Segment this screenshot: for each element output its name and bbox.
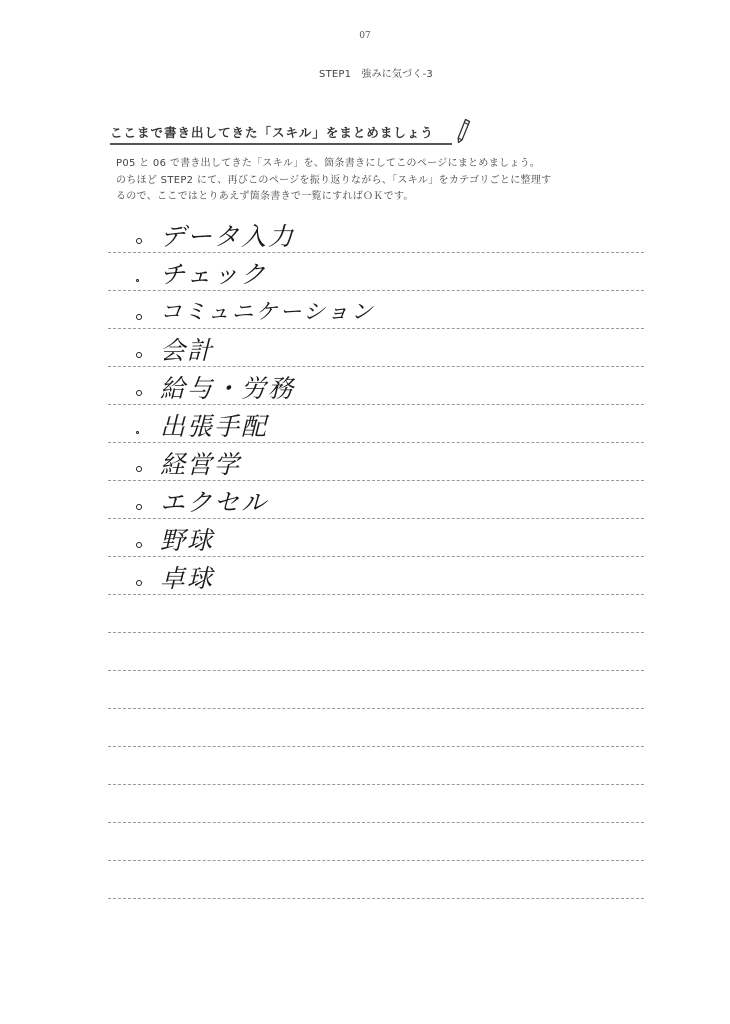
instruction-line: るので、ここではとりあえず箇条書きで一覧にすればＯＫです。 [116, 191, 414, 202]
bullet-icon [136, 314, 142, 320]
section-title-underline [110, 143, 452, 145]
bullet-icon [136, 466, 142, 472]
ruled-line [108, 480, 644, 481]
ruled-line [108, 746, 644, 747]
page-number: 07 [359, 31, 371, 41]
ruled-line [108, 670, 644, 671]
ruled-line [108, 632, 644, 633]
bullet-icon [136, 580, 142, 586]
skill-entry [136, 370, 295, 404]
skill-text: コミュニケーション [160, 300, 375, 325]
ruled-line [108, 518, 644, 519]
bullet-icon [136, 542, 142, 548]
skill-entry [136, 408, 268, 442]
ruled-line [108, 822, 644, 823]
bullet-icon [136, 390, 142, 396]
step-header: STEP1 強みに気づく-3 [319, 69, 433, 80]
ruled-line [108, 784, 644, 785]
skill-entry [136, 560, 214, 594]
ruled-line [108, 442, 644, 443]
skill-entry [136, 218, 295, 252]
ruled-line [108, 860, 644, 861]
skill-entry [136, 332, 214, 366]
pencil-icon [455, 118, 471, 144]
skill-text: 経営学 [160, 450, 242, 479]
skill-text: 給与・労務 [160, 374, 296, 403]
ruled-line [108, 290, 644, 291]
ruled-line [108, 898, 644, 899]
skill-text: 出張手配 [160, 412, 269, 441]
ruled-line [108, 708, 644, 709]
skill-text: チェック [160, 260, 268, 289]
ruled-line [108, 328, 644, 329]
bullet-icon [136, 238, 142, 244]
skill-text: データ入力 [160, 222, 296, 251]
bullet-icon [136, 504, 142, 510]
skill-text: 野球 [160, 526, 215, 555]
bullet-icon [136, 431, 139, 434]
instruction-line: P05 と 06 で書き出してきた「スキル」を、箇条書きにしてこのページにまとめましょう。 [116, 158, 541, 169]
instructions [116, 156, 676, 206]
skill-entry [136, 256, 267, 290]
skill-entry [136, 294, 375, 328]
ruled-line [108, 404, 644, 405]
skill-text: 会計 [160, 336, 215, 365]
skill-entry [136, 522, 214, 556]
skill-text: エクセル [160, 488, 269, 517]
skill-entry [136, 446, 241, 480]
ruled-line [108, 366, 644, 367]
bullet-icon [136, 279, 139, 282]
instruction-line: のちほど STEP2 にて、再びこのページを振り返りながら、「スキル」をカテゴリごとに整理す [116, 174, 552, 186]
skill-entry [136, 484, 268, 518]
section-title: ここまで書き出してきた「スキル」をまとめましょう [110, 125, 434, 140]
skill-text: 卓球 [160, 564, 215, 593]
ruled-line [108, 556, 644, 557]
bullet-icon [136, 352, 142, 358]
ruled-line [108, 594, 644, 595]
ruled-line [108, 252, 644, 253]
